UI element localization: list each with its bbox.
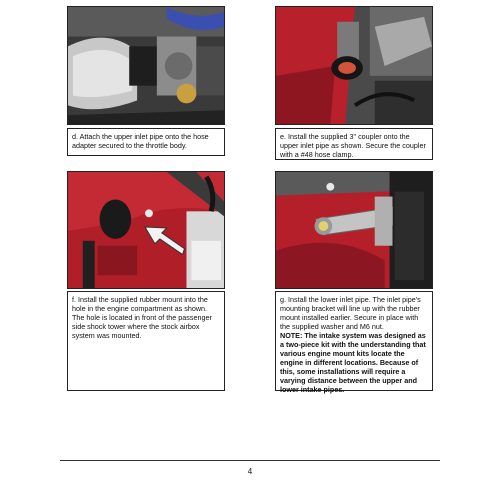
step-g-note: NOTE: The intake system was designed as a two-piece kit with the understanding that various engine mount kits locate the engine in different locations. Because of this, some installations will require a varying distance between the upper and lower intake pipes. — [280, 331, 426, 394]
caption-step-d — [67, 128, 225, 156]
caption-step-g — [275, 291, 433, 394]
photo-step-g — [275, 171, 433, 289]
step-d-text: d. Attach the upper inlet pipe onto the hose adapter secured to the throttle body. — [72, 132, 209, 150]
caption-step-f — [67, 291, 225, 391]
photo-step-e — [275, 6, 433, 125]
rubber-mount-photo — [68, 172, 224, 288]
photo-step-f — [67, 171, 225, 289]
page-number: 4 — [247, 467, 253, 476]
step-f-text: f. Install the supplied rubber mount into the hole in the engine compartment as shown. The hole is located in front of the passenger side shock tower where the stock airbox system was mounted. — [72, 295, 212, 340]
photo-step-d — [67, 6, 225, 125]
throttle-body-photo — [68, 7, 224, 124]
step-g-text: g. Install the lower inlet pipe. The inlet pipe's mounting bracket will line up with the rubber mount installed earlier. Secure in place with the supplied washer and M6 nut. — [280, 295, 421, 331]
bracket-photo — [276, 172, 432, 288]
coupler-photo — [276, 7, 432, 124]
step-e-text: e. Install the supplied 3" coupler onto the upper inlet pipe as shown. Secure the coupler with a #48 hose clamp. — [280, 132, 426, 159]
caption-step-e — [275, 128, 433, 160]
footer-divider — [60, 460, 440, 461]
